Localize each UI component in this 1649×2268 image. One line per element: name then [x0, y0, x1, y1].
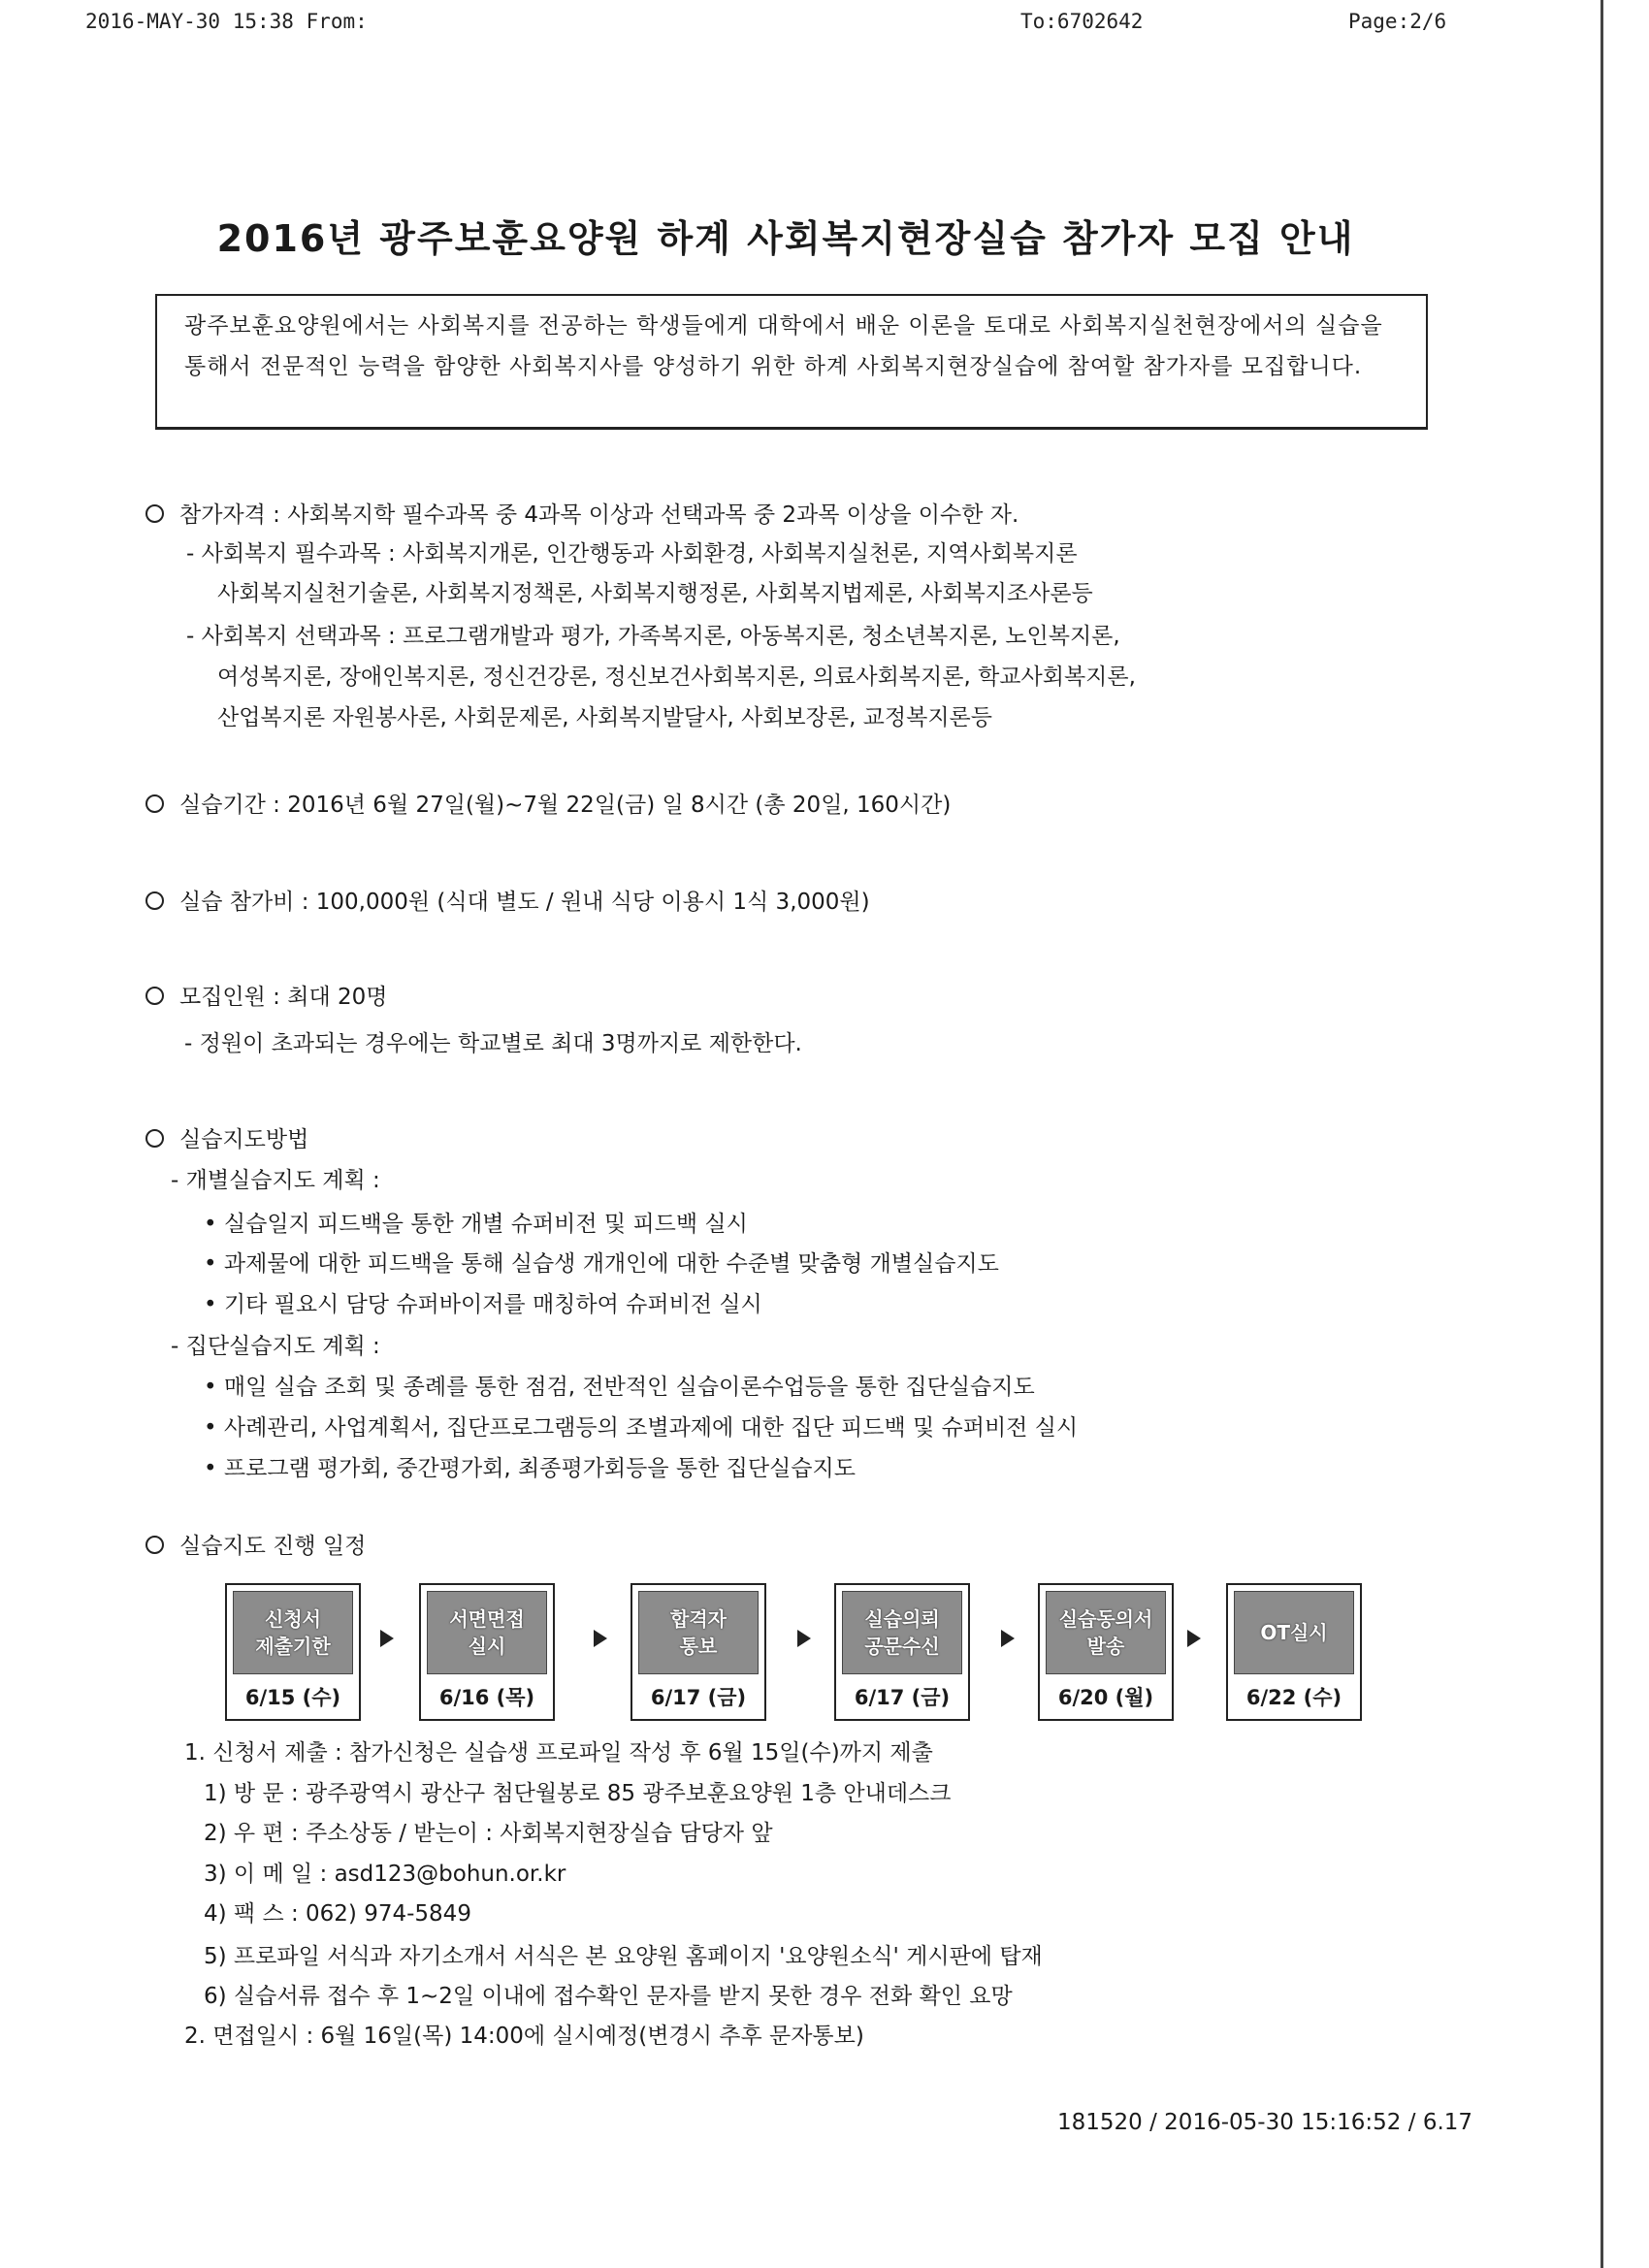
page-title: 2016년 광주보훈요양원 하계 사회복지현장실습 참가자 모집 안내: [216, 217, 1355, 260]
method-heading: 실습지도방법: [146, 1125, 308, 1154]
circle-bullet-icon: [146, 1129, 164, 1148]
step-label: 실습의뢰: [864, 1607, 940, 1631]
schedule-step-application: [225, 1583, 361, 1721]
fax-header-recipient: To:6702642: [1020, 10, 1144, 33]
circle-bullet-icon: [146, 504, 164, 523]
individual-guidance-item: • 실습일지 피드백을 통한 개별 슈퍼비전 및 피드백 실시: [204, 1212, 748, 1237]
application-fax: 4) 팩 스 : 062) 974-5849: [204, 1901, 471, 1927]
fax-footer-code: 181520 / 2016-05-30 15:16:52 / 6.17: [1057, 2110, 1473, 2135]
arrow-right-icon: [797, 1630, 811, 1647]
schedule-step-notice: [630, 1583, 766, 1721]
step-date: 6/15 (수): [244, 1686, 341, 1709]
required-courses-line-2: 사회복지실천기술론, 사회복지정책론, 사회복지행정론, 사회복지법제론, 사회복지조사론등: [217, 581, 1093, 606]
period-line: 실습기간 : 2016년 6월 27일(월)~7월 22일(금) 일 8시간 (총 20일, 160시간): [146, 791, 951, 820]
group-guidance-title: - 집단실습지도 계획 :: [171, 1334, 380, 1359]
step-date: 6/17 (금): [650, 1686, 747, 1709]
fee-line: 실습 참가비 : 100,000원 (식대 별도 / 원내 식당 이용시 1식 3,000원): [146, 888, 870, 917]
arrow-right-icon: [1001, 1630, 1015, 1647]
application-confirm-note: 6) 실습서류 접수 후 1~2일 이내에 접수확인 문자를 받지 못한 경우 전화 확인 요망: [204, 1984, 1013, 2009]
elective-courses-line-3: 산업복지론 자원봉사론, 사회문제론, 사회복지발달사, 사회보장론, 교정복지론등: [217, 705, 992, 730]
fax-header-page: Page:2/6: [1348, 10, 1447, 33]
circle-bullet-icon: [146, 987, 164, 1005]
circle-bullet-icon: [146, 794, 164, 813]
fax-header: [0, 10, 1649, 39]
schedule-flow: [225, 1583, 1370, 1727]
group-guidance-item: • 사례관리, 사업계획서, 집단프로그램등의 조별과제에 대한 집단 피드백 및 슈퍼비전 실시: [204, 1415, 1079, 1441]
step-label: 실시: [468, 1635, 506, 1658]
step-date: 6/22 (수): [1245, 1686, 1342, 1709]
step-label: OT실시: [1260, 1621, 1328, 1644]
circle-bullet-icon: [146, 891, 164, 910]
schedule-heading: 실습지도 진행 일정: [146, 1532, 366, 1561]
arrow-right-icon: [1187, 1630, 1201, 1647]
application-item-1: 1. 신청서 제출 : 참가신청은 실습생 프로파일 작성 후 6월 15일(수)까지 제출: [184, 1740, 933, 1766]
step-label: 통보: [679, 1635, 718, 1658]
intro-text: 광주보훈요양원에서는 사회복지를 전공하는 학생들에게 대학에서 배운 이론을 토대로 사회복지실천현장에서의 실습을 통해서 전문적인 능력을 함양한 사회복지사를 양성하기 위한 하계 사회복지현장실습에 참여할 참가자를 모집합니다.: [184, 313, 1383, 379]
individual-guidance-item: • 과제물에 대한 피드백을 통해 실습생 개개인에 대한 수준별 맞춤형 개별실습지도: [204, 1251, 999, 1277]
schedule-step-interview: [419, 1583, 555, 1721]
step-label: 실습동의서: [1058, 1607, 1153, 1631]
step-date: 6/20 (월): [1057, 1686, 1154, 1709]
fax-header-sender: 2016-MAY-30 15:38 From:: [85, 10, 368, 33]
step-label: 서면면접: [449, 1607, 525, 1631]
elective-courses-line-2: 여성복지론, 장애인복지론, 정신건강론, 정신보건사회복지론, 의료사회복지론, 학교사회복지론,: [217, 664, 1136, 690]
schedule-step-orientation: [1226, 1583, 1362, 1721]
step-label: 합격자: [670, 1607, 727, 1631]
step-label: 신청서: [265, 1607, 321, 1631]
schedule-step-consent: [1038, 1583, 1174, 1721]
group-guidance-item: • 매일 실습 조회 및 종례를 통한 점검, 전반적인 실습이론수업등을 통한 집단실습지도: [204, 1375, 1035, 1400]
recruit-heading: 모집인원 : 최대 20명: [146, 983, 387, 1012]
step-label: 발송: [1086, 1635, 1125, 1658]
schedule-step-request: [834, 1583, 970, 1721]
intro-box: [155, 294, 1428, 430]
application-email: 3) 이 메 일 : asd123@bohun.or.kr: [204, 1862, 566, 1887]
application-visit: 1) 방 문 : 광주광역시 광산구 첨단월봉로 85 광주보훈요양원 1층 안내데스크: [204, 1781, 952, 1806]
individual-guidance-title: - 개별실습지도 계획 :: [171, 1168, 380, 1193]
circle-bullet-icon: [146, 1536, 164, 1554]
eligibility-heading: 참가자격 : 사회복지학 필수과목 중 4과목 이상과 선택과목 중 2과목 이상을 이수한 자.: [146, 501, 1018, 530]
application-form-note: 5) 프로파일 서식과 자기소개서 서식은 본 요양원 홈페이지 '요양원소식' 게시판에 탑재: [204, 1944, 1043, 1969]
individual-guidance-item: • 기타 필요시 담당 슈퍼바이저를 매칭하여 슈퍼비전 실시: [204, 1292, 762, 1317]
arrow-right-icon: [594, 1630, 607, 1647]
application-item-2: 2. 면접일시 : 6월 16일(목) 14:00에 실시예정(변경시 추후 문자통보): [184, 2024, 864, 2049]
step-label: 공문수신: [864, 1635, 940, 1658]
group-guidance-item: • 프로그램 평가회, 중간평가회, 최종평가회등을 통한 집단실습지도: [204, 1456, 856, 1481]
elective-courses-line-1: - 사회복지 선택과목 : 프로그램개발과 평가, 가족복지론, 아동복지론, 청소년복지론, 노인복지론,: [186, 624, 1120, 649]
fax-edge-line: [1600, 0, 1603, 2268]
recruit-note: - 정원이 초과되는 경우에는 학교별로 최대 3명까지로 제한한다.: [184, 1031, 802, 1056]
required-courses-line-1: - 사회복지 필수과목 : 사회복지개론, 인간행동과 사회환경, 사회복지실천론, 지역사회복지론: [186, 541, 1078, 567]
step-date: 6/16 (목): [438, 1686, 535, 1709]
step-date: 6/17 (금): [854, 1686, 951, 1709]
arrow-right-icon: [380, 1630, 394, 1647]
step-label: 제출기한: [255, 1635, 331, 1658]
application-mail: 2) 우 편 : 주소상동 / 받는이 : 사회복지현장실습 담당자 앞: [204, 1821, 773, 1846]
